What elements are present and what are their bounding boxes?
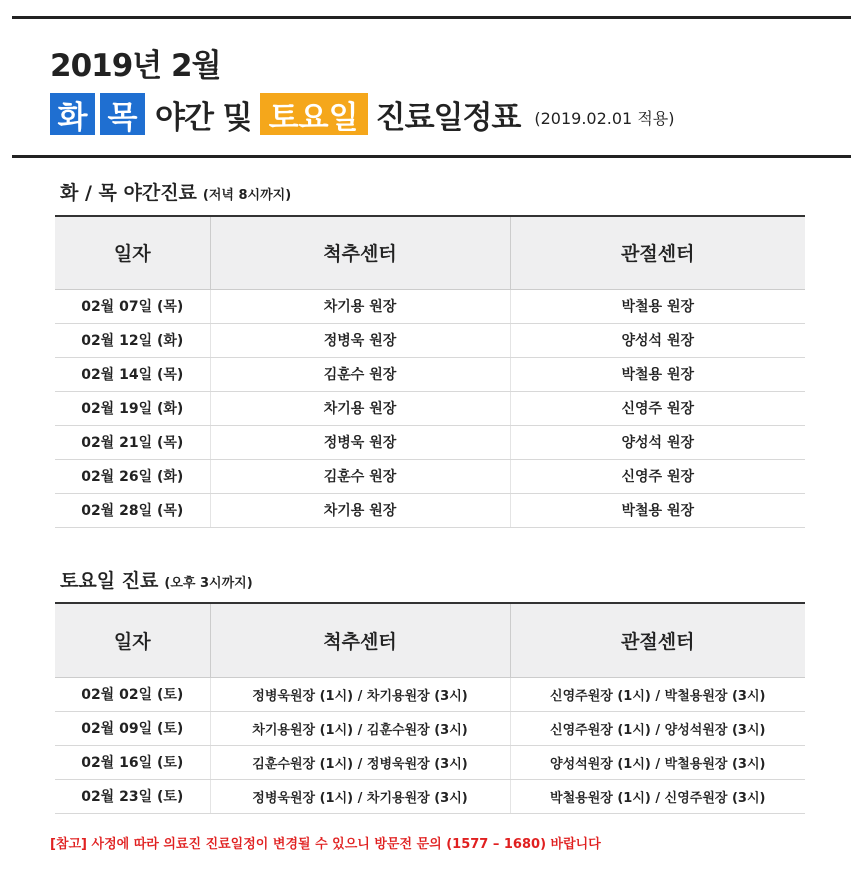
date-cell: 02월 23일 (토) <box>55 779 210 813</box>
date-cell: 02월 28일 (목) <box>55 493 210 527</box>
joint-doctor-cell: 신영주 원장 <box>510 459 805 493</box>
joint-doctor-cell: 박철용원장 (1시) / 신영주원장 (3시) <box>510 779 805 813</box>
table-row <box>55 425 805 459</box>
joint-doctor-cell: 박철용 원장 <box>510 493 805 527</box>
joint-doctor-cell: 박철용 원장 <box>510 289 805 323</box>
column-header-joint: 관절센터 <box>510 216 805 289</box>
thursday-box: 목 <box>100 93 145 135</box>
date-cell: 02월 09일 (토) <box>55 711 210 745</box>
table-row <box>55 323 805 357</box>
date-cell: 02월 16일 (토) <box>55 745 210 779</box>
spine-doctor-cell: 차기용 원장 <box>210 289 510 323</box>
column-header-date: 일자 <box>55 603 210 677</box>
spine-doctor-cell: 차기용 원장 <box>210 493 510 527</box>
spine-doctor-cell: 차기용 원장 <box>210 391 510 425</box>
joint-doctor-cell: 양성석 원장 <box>510 323 805 357</box>
footnote-notice: [참고] 사정에 따라 의료진 진료일정이 변경될 수 있으니 방문전 문의 (1577 – 1680) 바랍니다 <box>50 837 601 852</box>
joint-doctor-cell: 양성석원장 (1시) / 박철용원장 (3시) <box>510 745 805 779</box>
night-section-label: 화 / 목 야간진료 <box>60 182 197 204</box>
column-header-joint: 관절센터 <box>510 603 805 677</box>
title-night-text: 야간 및 <box>155 99 252 136</box>
spine-doctor-cell: 김훈수 원장 <box>210 459 510 493</box>
table-header-row <box>55 216 805 289</box>
date-cell: 02월 19일 (화) <box>55 391 210 425</box>
joint-doctor-cell: 박철용 원장 <box>510 357 805 391</box>
header-divider <box>12 155 851 158</box>
table-row <box>55 745 805 779</box>
date-cell: 02월 02일 (토) <box>55 677 210 711</box>
title-schedule-text: 진료일정표 <box>375 99 521 136</box>
spine-doctor-cell: 정병욱원장 (1시) / 차기용원장 (3시) <box>210 677 510 711</box>
column-header-spine: 척추센터 <box>210 216 510 289</box>
column-header-spine: 척추센터 <box>210 603 510 677</box>
table-row <box>55 711 805 745</box>
joint-doctor-cell: 신영주원장 (1시) / 양성석원장 (3시) <box>510 711 805 745</box>
column-header-date: 일자 <box>55 216 210 289</box>
table-row <box>55 357 805 391</box>
date-cell: 02월 12일 (화) <box>55 323 210 357</box>
spine-doctor-cell: 차기용원장 (1시) / 김훈수원장 (3시) <box>210 711 510 745</box>
saturday-section-label: 토요일 진료 <box>60 570 159 592</box>
schedule-title <box>50 92 674 136</box>
table-row <box>55 677 805 711</box>
table-header-row <box>55 603 805 677</box>
table-row <box>55 779 805 813</box>
night-section-note: (저녁 8시까지) <box>202 188 292 203</box>
joint-doctor-cell: 신영주원장 (1시) / 박철용원장 (3시) <box>510 677 805 711</box>
spine-doctor-cell: 김훈수 원장 <box>210 357 510 391</box>
table-row <box>55 459 805 493</box>
saturday-section-note: (오후 3시까지) <box>164 576 253 591</box>
year-month-heading: 2019년 2월 <box>50 48 221 84</box>
joint-doctor-cell: 양성석 원장 <box>510 425 805 459</box>
date-cell: 02월 07일 (목) <box>55 289 210 323</box>
table-row <box>55 289 805 323</box>
saturday-schedule-table <box>55 602 805 814</box>
spine-doctor-cell: 정병욱원장 (1시) / 차기용원장 (3시) <box>210 779 510 813</box>
applied-date-note: (2019.02.01 적용) <box>534 108 675 128</box>
top-rule <box>12 16 851 19</box>
tuesday-box: 화 <box>50 93 95 135</box>
table-row <box>55 493 805 527</box>
date-cell: 02월 26일 (화) <box>55 459 210 493</box>
spine-doctor-cell: 김훈수원장 (1시) / 정병욱원장 (3시) <box>210 745 510 779</box>
joint-doctor-cell: 신영주 원장 <box>510 391 805 425</box>
spine-doctor-cell: 정병욱 원장 <box>210 323 510 357</box>
date-cell: 02월 14일 (목) <box>55 357 210 391</box>
date-cell: 02월 21일 (목) <box>55 425 210 459</box>
night-schedule-table <box>55 215 805 528</box>
table-row <box>55 391 805 425</box>
spine-doctor-cell: 정병욱 원장 <box>210 425 510 459</box>
saturday-section-title <box>60 566 253 593</box>
saturday-box: 토요일 <box>260 93 368 135</box>
night-section-title <box>60 178 291 205</box>
